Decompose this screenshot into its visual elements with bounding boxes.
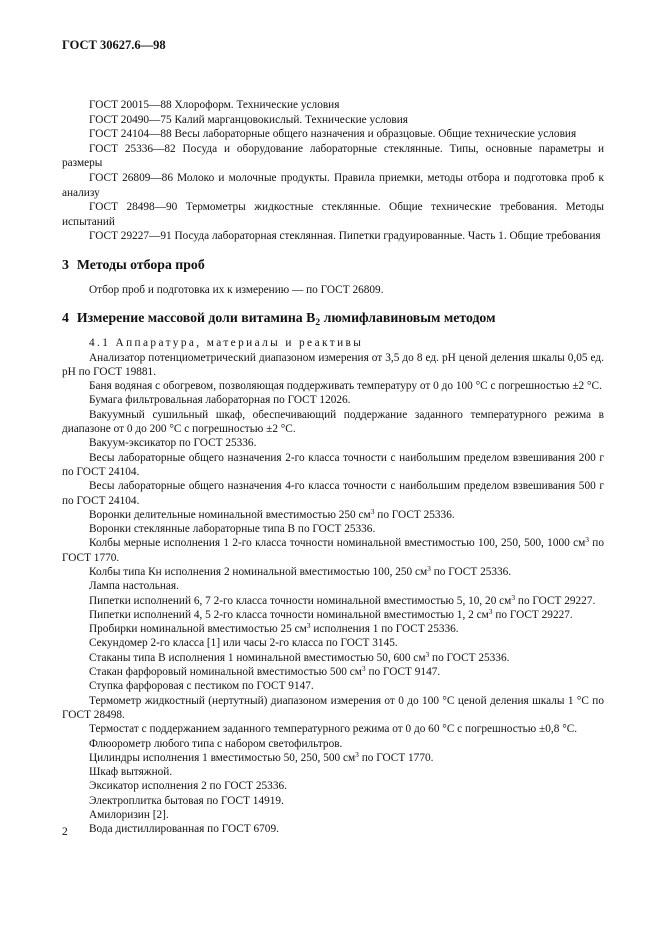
item-text: Воронки делительные номинальной вместимостью 250 см — [89, 508, 371, 521]
item-text: по ГОСТ 25336. — [430, 565, 512, 578]
item-text: Стаканы типа В исполнения 1 номинальной вместимостью 50, 600 см — [89, 651, 426, 664]
reference-item: ГОСТ 28498—90 Термометры жидкостные стеклянные. Общие технические требования. Методы испытаний — [62, 201, 604, 228]
subsection-heading: 4.1 Аппаратура, материалы и реактивы — [89, 337, 364, 350]
reference-item: ГОСТ 25336—82 Посуда и оборудование лабораторные стеклянные. Типы, основные параметры и размеры — [62, 142, 604, 170]
subscript: 2 — [315, 318, 321, 329]
superscript: 3 — [427, 563, 431, 573]
reference-item: ГОСТ 20490—75 Калий марганцовокислый. Технические условия — [89, 113, 408, 126]
equipment-item: Электроплитка бытовая по ГОСТ 14919. — [89, 794, 284, 807]
equipment-item: Вода дистиллированная по ГОСТ 6709. — [89, 823, 279, 836]
equipment-item: Термометр жидкостный (нертутный) диапазоном измерения от 0 до 100 °С ценой деления шкалы 1 °С по ГОСТ 28498. — [62, 694, 604, 721]
superscript: 3 — [306, 621, 311, 631]
document-page — [62, 38, 604, 837]
item-text: по ГОСТ 1770. — [62, 537, 604, 564]
section-title: Методы отбора проб — [76, 256, 205, 272]
superscript: 3 — [585, 535, 589, 545]
equipment-item — [62, 751, 604, 765]
section-title-part: Измерение массовой доли витамина B — [76, 310, 316, 326]
equipment-item: Термостат с поддержанием заданного температурного режима от 0 до 60 °С с погрешностью ±0,8 °С. — [89, 723, 578, 736]
reference-item: ГОСТ 26809—86 Молоко и молочные продукты. Правила приемки, методы отбора и подготовка проб к анализу — [62, 171, 604, 199]
equipment-item: Ступка фарфоровая с пестиком по ГОСТ 9147. — [89, 680, 314, 693]
item-text: по ГОСТ 29227. — [492, 608, 573, 621]
superscript: 3 — [355, 749, 359, 759]
superscript: 3 — [370, 506, 375, 516]
equipment-item — [62, 665, 604, 679]
equipment-item: Шкаф вытяжной. — [89, 766, 173, 779]
equipment-item — [62, 594, 604, 608]
reference-item: ГОСТ 29227—91 Посуда лабораторная стеклянная. Пипетки градуированные. Часть 1. Общие требования — [89, 230, 601, 243]
equipment-item: Флюорометр любого типа с набором светофильтров. — [89, 737, 343, 750]
item-text: Цилиндры исполнения 1 вместимостью 50, 250, 500 см — [89, 751, 356, 764]
section-number: 4 — [62, 310, 69, 326]
document-header: ГОСТ 30627.6—98 — [62, 38, 166, 52]
superscript: 3 — [361, 664, 366, 674]
equipment-item: Анализатор потенциометрический диапазоном измерения от 3,5 до 8 ед. pH ценой деления шкалы 0,05 ед. pH по ГОСТ 19881. — [62, 351, 604, 378]
equipment-item — [62, 565, 604, 579]
item-text: исполнения 1 по ГОСТ 25336. — [310, 623, 459, 636]
item-text: Стакан фарфоровый номинальной вместимостью 500 см — [89, 666, 362, 679]
superscript: 3 — [425, 649, 430, 659]
item-text: Пробирки номинальной вместимостью 25 см — [89, 623, 307, 636]
item-text: по ГОСТ 29227. — [515, 594, 596, 607]
equipment-item: Лампа настольная. — [89, 580, 179, 593]
equipment-item: Воронки стеклянные лабораторные типа В по ГОСТ 25336. — [89, 523, 376, 536]
item-text: по ГОСТ 25336. — [374, 508, 455, 521]
item-text: по ГОСТ 25336. — [429, 651, 510, 664]
equipment-item: Бумага фильтровальная лабораторная по ГОСТ 12026. — [89, 394, 351, 407]
equipment-item: Секундомер 2-го класса [1] или часы 2-го класса по ГОСТ 3145. — [89, 637, 398, 650]
references-list — [62, 98, 604, 244]
reference-item: ГОСТ 20015—88 Хлороформ. Технические условия — [89, 99, 340, 111]
equipment-item: Вакуум-эксикатор по ГОСТ 25336. — [89, 437, 257, 450]
superscript: 3 — [488, 606, 493, 616]
item-text: Колбы мерные исполнения 1 2-го класса точности номинальной вместимостью 100, 250, 500, 1000 см — [89, 537, 586, 550]
page-number: 2 — [62, 826, 68, 838]
item-text: по ГОСТ 1770. — [358, 751, 434, 764]
section-3-text: Отбор проб и подготовка их к измерению — по ГОСТ 26809. — [89, 283, 384, 296]
section-number: 3 — [62, 256, 69, 272]
equipment-item — [62, 536, 604, 565]
equipment-item: Весы лабораторные общего назначения 4-го класса точности с наибольшим пределом взвешивания 500 г по ГОСТ 24104. — [62, 480, 604, 507]
equipment-item: Амилоризин [2]. — [89, 809, 169, 822]
item-text: Колбы типа Кн исполнения 2 номинальной вместимостью 100, 250 см — [89, 565, 428, 578]
item-text: по ГОСТ 9147. — [365, 666, 441, 679]
equipment-item: Эксикатор исполнения 2 по ГОСТ 25336. — [89, 780, 287, 793]
reference-item: ГОСТ 24104—88 Весы лабораторные общего назначения и образцовые. Общие технические условия — [89, 128, 577, 141]
equipment-item: Вакуумный сушильный шкаф, обеспечивающий поддержание заданного температурного режима в диапазоне от 0 до 200 °С с погрешностью ±2 °С. — [62, 408, 604, 436]
superscript: 3 — [511, 592, 516, 602]
section-title-part: люмифлавиновым методом — [320, 310, 496, 326]
item-text: Пипетки исполнений 4, 5 2-го класса точности номинальной вместимостью 1, 2 см — [89, 608, 489, 621]
equipment-item: Весы лабораторные общего назначения 2-го класса точности с наибольшим пределом взвешивания 200 г по ГОСТ 24104. — [62, 451, 604, 478]
equipment-item — [62, 622, 604, 636]
equipment-item: Баня водяная с обогревом, позволяющая поддерживать температуру от 0 до 100 °С с погрешностью ±2 °С. — [89, 380, 602, 393]
equipment-list — [62, 351, 604, 837]
section-4-heading — [62, 310, 604, 329]
equipment-item — [62, 608, 604, 622]
section-3-heading — [62, 257, 604, 273]
equipment-item — [62, 651, 604, 665]
equipment-item — [62, 508, 604, 522]
item-text: Пипетки исполнений 6, 7 2-го класса точности номинальной вместимостью 5, 10, 20 см — [89, 594, 512, 607]
